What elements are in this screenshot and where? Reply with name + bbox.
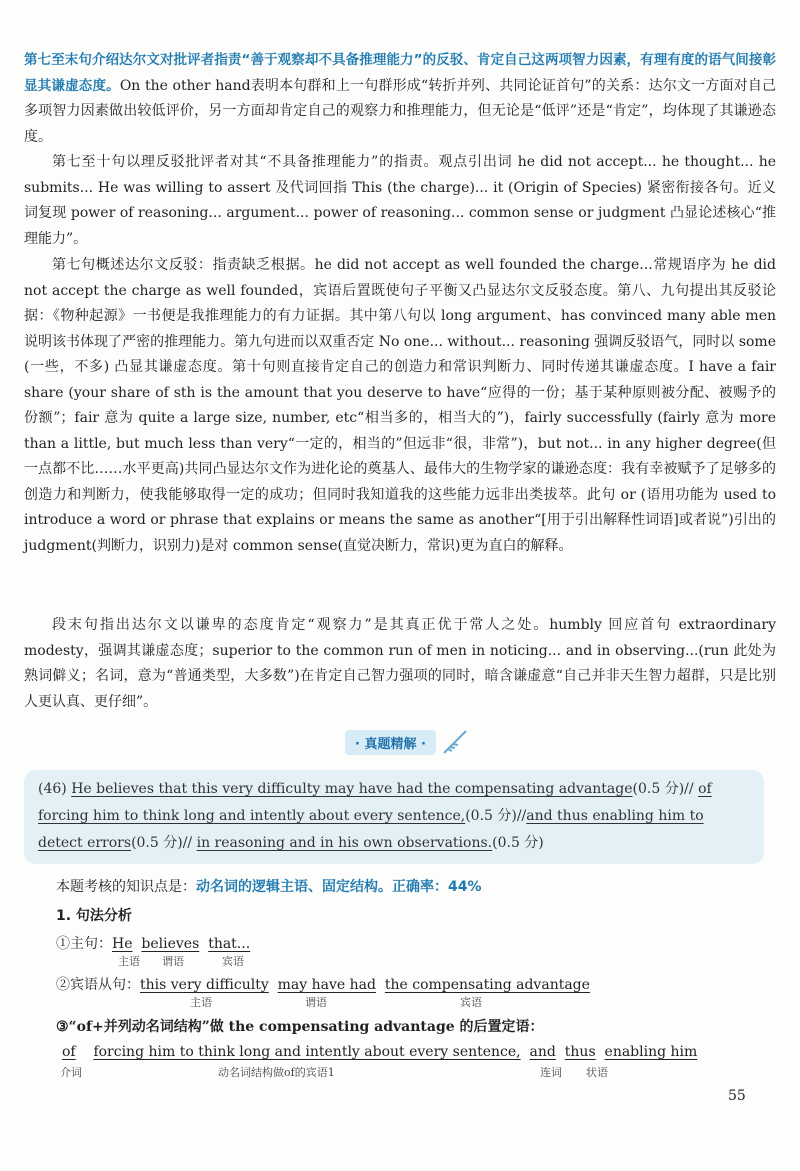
paragraph-1-highlight: 第七至末句介绍达尔文对批评者指责“善于观察却不具备推理能力”的反驳、肯定自己这两项智力因素，有理有度的语气间接彰显其谦虚态度。 bbox=[24, 52, 776, 94]
analysis-word: this very difficulty bbox=[140, 977, 269, 993]
analysis-gerund-structure bbox=[62, 1044, 697, 1060]
quill-icon bbox=[440, 729, 470, 755]
analysis-word: that... bbox=[208, 936, 251, 952]
analysis-object-clause bbox=[56, 974, 590, 994]
knowledge-point-main: 动名词的逻辑主语、固定结构。正确率：44% bbox=[196, 879, 482, 895]
analysis-word: may have had bbox=[277, 977, 376, 993]
section-banner-label: · 真题精解 · bbox=[345, 730, 436, 755]
analysis-prefix: ①主句： bbox=[56, 936, 112, 952]
analysis-word: believes bbox=[141, 936, 200, 952]
analysis-word: and bbox=[529, 1044, 556, 1060]
grammar-label: 动名词结构做of的宾语1 bbox=[218, 1066, 335, 1079]
grammar-label: 主语 bbox=[118, 955, 140, 968]
grammar-label: 宾语 bbox=[460, 996, 482, 1009]
grammar-label: 连词 bbox=[540, 1066, 562, 1079]
analysis-word: the compensating advantage bbox=[384, 977, 590, 993]
grammar-label: 谓语 bbox=[162, 955, 184, 968]
answer-score-4: (0.5 分) bbox=[492, 835, 544, 851]
section-heading: 1. 句法分析 bbox=[56, 908, 132, 924]
answer-score-1: (0.5 分)// bbox=[632, 781, 694, 797]
answer-segment-4: in reasoning and in his own observations. bbox=[196, 835, 493, 851]
knowledge-point bbox=[56, 876, 482, 896]
paragraph-1-text: On the other hand表明本句群和上一句群形成“转折并列、共同论证首句”的关系：达尔文一方面对自己多项智力因素做出较低评价，另一方面却肯定自己的观察力和推理能力，但无论是“低评”还是“肯定”，均体现了其谦逊态度。 bbox=[24, 77, 777, 145]
answer-segment-3: and thus enabling him to detect errors bbox=[38, 808, 704, 851]
answer-number: (46) bbox=[38, 781, 67, 797]
paragraph-2: 第七至十句以理反驳批评者对其“不具备推理能力”的指责。观点引出词 he did not accept... he thought... he submits... He was willing to assert 及代词回指 This (the charge)... it (Origin of Species) 紧密衔接各句。近义词复现 power of reasoning... argument... power of reasoning... common sense or judgment 凸显论述核心“推理能力”。 bbox=[24, 154, 776, 247]
analysis-word: He bbox=[112, 936, 133, 952]
knowledge-point-prefix: 本题考核的知识点是： bbox=[56, 879, 196, 895]
answer-score-3: (0.5 分)// bbox=[131, 835, 193, 851]
paragraph-3: 第七句概述达尔文反驳：指责缺乏根据。he did not accept as well founded the charge...常规语序为 he did not accept the charge as well founded，宾语后置既使句子平衡又凸显达尔文反驳态度。第八、九句提出其反驳论据：《物种起源》一书便是我推理能力的有力证据。其中第八句以 long argument、has convinced many able men 说明该书体现了严密的推理能力。第九句进而以双重否定 No one... without... reasoning 强调反驳语气，同时以 some (一些，不多) 凸显其谦虚态度。第十句则直接肯定自己的创造力和常识判断力、同时传递其谦虚态度。I have a fair share (your share of sth is the amount that you deserve to have“应得的一份；基于某种原则被分配、被赐予的份额”；fair 意为 quite a large size, number, etc“相当多的，相当大的”)，fairly successfully (fairly 意为 more than a little, but much less than very“一定的，相当的”但远非“很，非常”)，but not... in any higher degree(但一点都不比……水平更高)共同凸显达尔文作为进化论的奠基人、最伟大的生物学家的谦逊态度：我有幸被赋予了足够多的创造力和判断力，使我能够取得一定的成功；但同时我知道我的这些能力远非出类拔萃。此句 or (语用功能为 used to introduce a word or phrase that explains or means the same as another“[用于引出解释性词语]或者说”)引出的 judgment(判断力，识别力)是对 common sense(直觉决断力，常识)更为直白的解释。 bbox=[24, 257, 776, 554]
analysis-word: thus bbox=[564, 1044, 596, 1060]
analysis-prefix: ②宾语从句： bbox=[56, 977, 140, 993]
paragraph-4: 段末句指出达尔文以谦卑的态度肯定“观察力”是其真正优于常人之处。humbly 回应首句 extraordinary modesty，强调其谦虚态度；superior to the common run of men in noticing... and in observing...(run 此处为熟词僻义；名词，意为“普通类型，大多数”)在肯定自己智力强项的同时，暗含谦虚意“自己并非天生智力超群，只是比别人更认真、更仔细”。 bbox=[24, 617, 776, 710]
grammar-label: 状语 bbox=[586, 1066, 608, 1079]
analysis-word: enabling him bbox=[604, 1044, 698, 1060]
answer-box bbox=[24, 770, 764, 864]
analysis-word: forcing him to think long and intently about every sentence, bbox=[93, 1044, 521, 1060]
section-banner bbox=[345, 729, 470, 755]
analysis-word: of bbox=[62, 1044, 76, 1060]
paragraph-1 bbox=[24, 48, 776, 150]
grammar-label: 介词 bbox=[60, 1066, 82, 1079]
grammar-label: 主语 bbox=[190, 996, 212, 1009]
analysis-postmodifier: ③“of+并列动名词结构”做 the compensating advantage 的后置定语： bbox=[56, 1019, 544, 1035]
answer-score-2: (0.5 分)// bbox=[465, 808, 527, 824]
analysis-main-clause bbox=[56, 933, 250, 953]
grammar-label: 谓语 bbox=[305, 996, 327, 1009]
answer-segment-2: of forcing him to think long and intently about every sentence, bbox=[38, 781, 712, 824]
grammar-label: 宾语 bbox=[222, 955, 244, 968]
page-number: 55 bbox=[728, 1088, 746, 1104]
answer-segment-1: He believes that this very difficulty may have had the compensating advantage bbox=[71, 781, 633, 797]
